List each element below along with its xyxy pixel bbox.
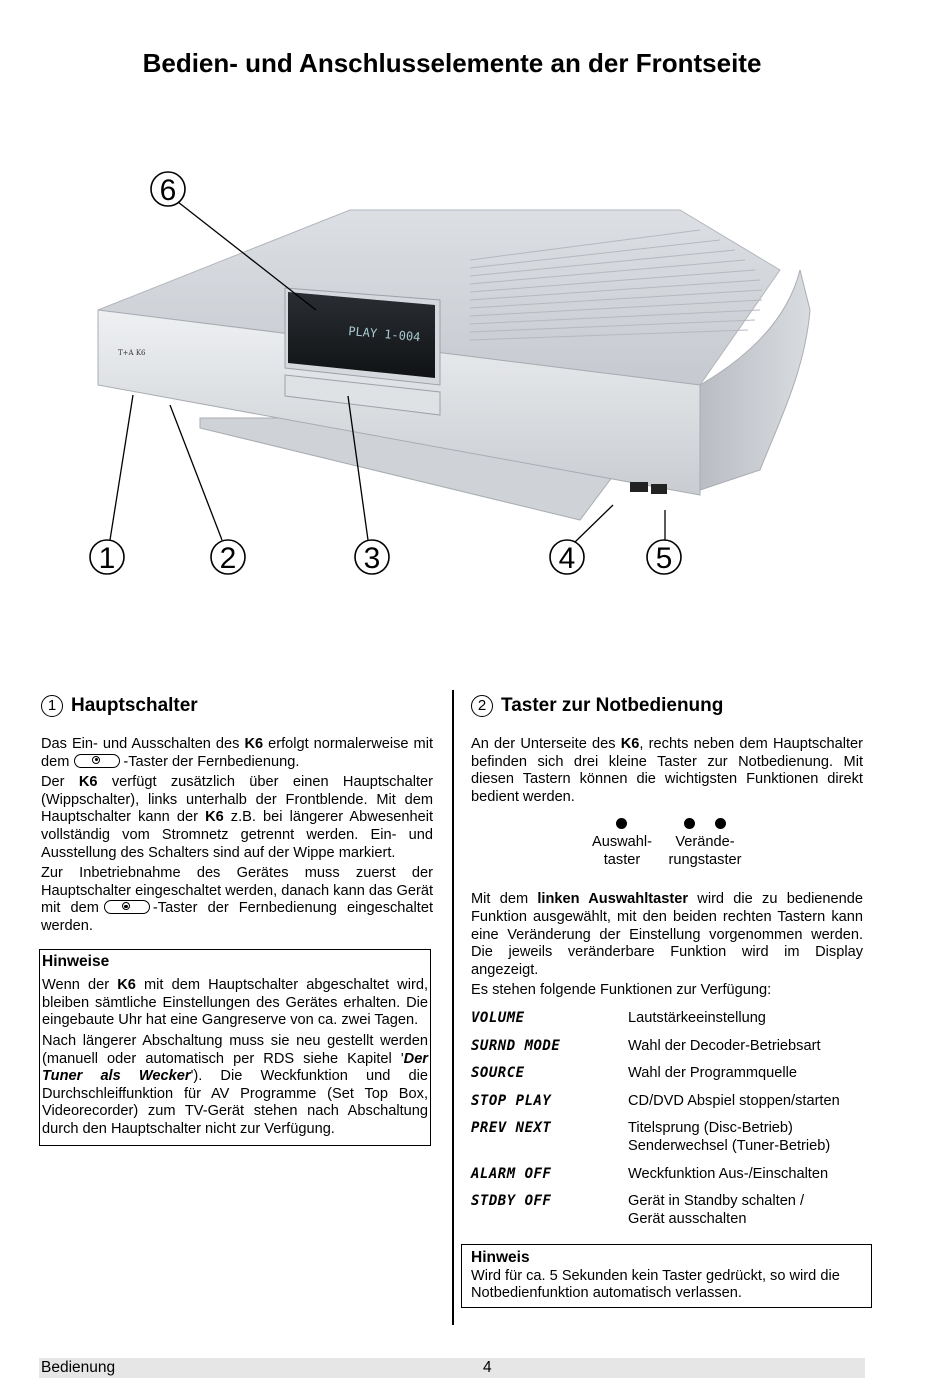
- function-desc: Wahl der Decoder-Betriebsart: [628, 1037, 821, 1054]
- page-number: 4: [483, 1359, 492, 1376]
- device-illustration: [0, 160, 950, 590]
- right-column: [471, 690, 863, 1238]
- callout-5: [647, 510, 681, 575]
- svg-text:4: 4: [558, 542, 576, 575]
- function-desc: Weckfunktion Aus-/Einschalten: [628, 1165, 829, 1182]
- function-row: [471, 1193, 863, 1228]
- device-figure: [0, 160, 950, 590]
- function-row: [471, 1093, 863, 1111]
- change-button-dot-2: [715, 818, 726, 829]
- paragraph: An der Unterseite des K6, rechts neben dem Hauptschalter befinden sich drei kleine Taster zur Notbedienung. Mit diesen Tastern können die wichtigsten Funktionen direkt bedient werden.: [471, 736, 863, 805]
- function-desc: CD/DVD Abspiel stoppen/starten: [628, 1092, 840, 1109]
- section-heading-main-switch: [41, 694, 433, 718]
- svg-text:3: 3: [363, 542, 381, 575]
- change-button-label: Verände- rungstaster: [668, 834, 742, 868]
- badge-1: [630, 482, 648, 492]
- function-desc: Lautstärkeeinstellung: [628, 1009, 766, 1026]
- badge-2: [651, 484, 667, 494]
- paragraph: Es stehen folgende Funktionen zur Verfügung:: [471, 982, 772, 999]
- function-desc: Gerät in Standby schalten / Gerät ausschalten: [628, 1193, 805, 1227]
- section-title: Taster zur Notbedienung: [501, 695, 724, 717]
- power-button-icon: [104, 900, 150, 914]
- paragraph: Das Ein- und Ausschalten des K6 erfolgt normalerweise mit dem -Taster der Fernbedienung.: [41, 736, 433, 770]
- section-number-circle: 1: [41, 695, 63, 717]
- function-code: PREV NEXT: [471, 1120, 552, 1137]
- page-footer: [39, 1358, 865, 1378]
- left-column: [41, 690, 433, 1146]
- hint-text: Wird für ca. 5 Sekunden kein Taster gedrückt, so wird die Notbedienfunktion automatisch verlassen.: [471, 1267, 840, 1302]
- svg-text:1: 1: [98, 542, 116, 575]
- section-title: Hauptschalter: [71, 695, 198, 717]
- brand-logo: T+A K6: [118, 349, 146, 357]
- display-text: PLAY 1-004: [347, 324, 421, 345]
- select-button-label: Auswahl- taster: [591, 834, 653, 868]
- paragraph: Der K6 verfügt zusätzlich über einen Hauptschalter (Wippschalter), links unterhalb der Frontblende. Mit dem Hauptschalter kann der K6 z.B. bei längerer Abwesenheit vollständig vom Stromnetz getrennt werden. Ein- und Ausstellung des Schalters sind auf der Wippe markiert.: [41, 774, 433, 861]
- paragraph: Mit dem linken Auswahltaster wird die zu bedienende Funktion ausgewählt, mit den beiden rechten Tastern kann eine Veränderung der Einstellung vorgenommen werden. Die jeweils veränderbare Funktion wird im Display angezeigt.: [471, 891, 864, 978]
- function-row: [471, 1010, 863, 1028]
- function-row: [471, 1065, 863, 1083]
- function-row: [471, 1166, 863, 1184]
- hint-paragraph: Wenn der K6 mit dem Hauptschalter abgeschaltet wird, bleiben sämtliche Einstellungen des Gerätes erhalten. Die eingebaute Uhr hat eine Gangreserve von ca. zwei Tagen.: [42, 977, 428, 1029]
- hint-box-right: [461, 1244, 872, 1308]
- function-code: SURND MODE: [471, 1037, 561, 1054]
- hint-box-left: [39, 949, 431, 1147]
- function-code: ALARM OFF: [471, 1165, 552, 1182]
- callout-1: [90, 395, 133, 575]
- power-button-icon: [74, 754, 120, 768]
- change-button-dot-1: [684, 818, 695, 829]
- hint-title: Hinweise: [42, 952, 110, 970]
- column-divider: [452, 690, 454, 1325]
- svg-text:2: 2: [219, 542, 237, 575]
- button-diagram: [471, 815, 863, 877]
- function-table: [471, 1010, 863, 1228]
- function-row: [471, 1120, 863, 1155]
- function-desc: Titelsprung (Disc-Betrieb) Senderwechsel (Tuner-Betrieb): [628, 1120, 831, 1154]
- section-heading-emergency-keys: [471, 694, 863, 718]
- function-code: SOURCE: [471, 1065, 525, 1082]
- hint-paragraph: Nach längerer Abschaltung muss sie neu gestellt werden (manuell oder automatisch per RDS siehe Kapitel 'Der Tuner als Wecker'). Die Weckfunktion und die Durchschleiffunktion für AV Programme (Set Top Box, Videorecorder) zum TV-Gerät stehen nach Abschaltung durch den Hauptschalter nicht zur Verfügung.: [42, 1032, 428, 1137]
- function-row: [471, 1038, 863, 1056]
- function-code: VOLUME: [471, 1009, 525, 1026]
- svg-text:6: 6: [159, 174, 177, 207]
- svg-text:5: 5: [655, 542, 673, 575]
- paragraph: Zur Inbetriebnahme des Gerätes muss zuerst der Hauptschalter eingeschaltet werden, danach kann das Gerät mit dem -Taster der Fernbedienung eingeschaltet werden.: [41, 865, 433, 934]
- page-title: Bedien- und Anschlusselemente an der Frontseite: [142, 48, 762, 78]
- select-button-dot: [616, 818, 627, 829]
- hint-title: Hinweis: [471, 1249, 530, 1266]
- function-code: STDBY OFF: [471, 1193, 552, 1210]
- footer-section: Bedienung: [41, 1359, 116, 1376]
- function-desc: Wahl der Programmquelle: [628, 1065, 797, 1082]
- section-number-circle: 2: [471, 695, 493, 717]
- function-code: STOP PLAY: [471, 1092, 552, 1109]
